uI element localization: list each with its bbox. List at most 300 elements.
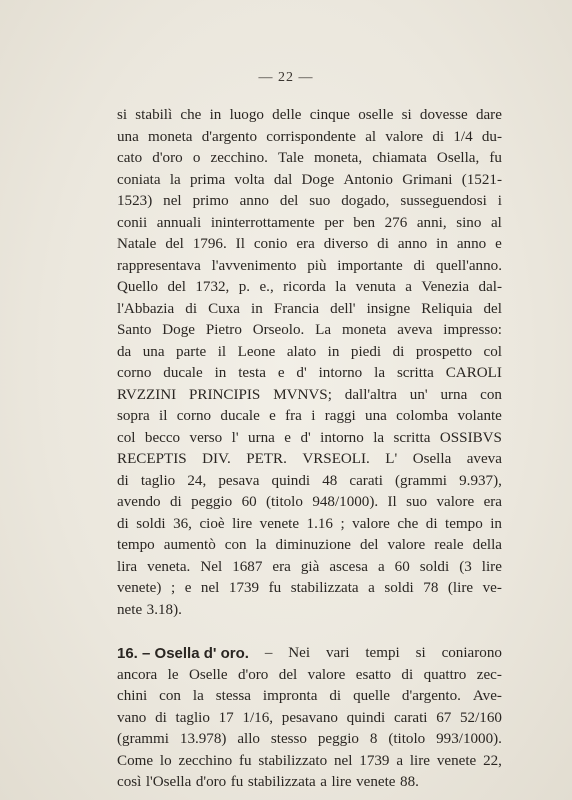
word: un': [409, 386, 428, 403]
word: più: [307, 257, 327, 274]
word: del: [279, 193, 299, 209]
word: Grimani: [402, 171, 453, 188]
word: i: [311, 408, 316, 424]
word: per: [324, 214, 344, 231]
word: e: [277, 365, 285, 381]
word: nete: [117, 601, 143, 618]
word: che: [397, 515, 419, 532]
text-line: [117, 772, 502, 794]
word: e: [184, 580, 192, 596]
word: che: [180, 107, 202, 123]
word: Francia: [273, 300, 320, 317]
word: le: [167, 666, 179, 683]
text-line: [117, 105, 502, 127]
word: da: [117, 343, 132, 360]
word: Quello: [117, 279, 159, 295]
text-line: [117, 449, 502, 471]
word: dare: [475, 107, 502, 123]
word: di: [392, 343, 405, 360]
word: ascesa: [329, 558, 368, 575]
word: ricorda: [283, 279, 326, 295]
word: era: [272, 558, 291, 575]
word: di: [401, 666, 414, 683]
word: corno: [117, 365, 152, 381]
word: cinque: [309, 107, 350, 123]
word: (lire: [447, 580, 474, 596]
word: ducale: [220, 408, 260, 424]
word: peggio: [317, 731, 359, 747]
word: lire: [481, 558, 502, 575]
word: alato: [286, 343, 317, 360]
word: d'oro: [152, 150, 183, 166]
word: (grammi: [395, 472, 448, 489]
word: Osella,: [436, 150, 480, 166]
word: intorno: [318, 365, 363, 381]
text-line: [117, 600, 502, 622]
word: Doge: [162, 322, 195, 338]
word: e: [269, 408, 276, 424]
word: delle: [272, 107, 302, 123]
word: sino: [456, 214, 482, 231]
text-line: [117, 320, 502, 342]
text-line: [117, 708, 502, 730]
word: di: [117, 472, 129, 489]
word: di: [155, 709, 167, 726]
word: Pietro: [205, 322, 242, 338]
word: di: [425, 515, 438, 532]
word: 948/1000).: [312, 494, 379, 510]
word: 1.16: [306, 515, 333, 532]
word: 36,: [173, 515, 192, 532]
word: Nei: [288, 645, 311, 661]
word: al: [365, 128, 377, 145]
word: l'Osella: [145, 774, 192, 790]
word: la: [374, 365, 386, 381]
word: e.,: [259, 279, 274, 295]
word: dovesse: [419, 107, 468, 123]
word: dogado,: [341, 193, 390, 209]
word: carati: [349, 472, 383, 489]
word: lire: [409, 752, 430, 769]
word: intorno: [320, 429, 364, 446]
word: ducale: [163, 365, 203, 381]
word: Doge: [301, 171, 335, 188]
word: pesava: [218, 472, 260, 489]
word: di: [377, 236, 389, 252]
text-line: [117, 751, 502, 773]
word: la: [335, 279, 347, 295]
word: (1521-: [461, 171, 502, 188]
word: 88.: [400, 774, 419, 790]
word: prima: [189, 171, 226, 188]
word: 52/160: [460, 709, 502, 726]
word: diverso: [323, 236, 369, 252]
word: zec-: [476, 666, 502, 683]
word: Santo: [117, 322, 152, 338]
word: 17: [218, 709, 234, 726]
text-line: [117, 213, 502, 235]
text-line: [117, 471, 502, 493]
word: 9.937),: [459, 472, 502, 489]
word: du-: [481, 128, 502, 145]
paragraph-gap: [117, 621, 502, 643]
word: Osella: [412, 451, 452, 467]
word: tempi: [365, 645, 400, 661]
word: Il: [387, 494, 397, 510]
word: e: [284, 429, 291, 446]
section-heading: 16. – Osella d' oro.: [117, 645, 249, 662]
text-line: [117, 643, 502, 665]
word: 1/16,: [242, 709, 274, 726]
word: 24,: [187, 472, 207, 489]
word: CAROLI: [445, 365, 502, 381]
word: becco: [144, 429, 181, 446]
word: venete: [259, 515, 300, 532]
word: diminuzione: [275, 537, 352, 553]
word: quattro: [423, 666, 467, 683]
word: Reliquia: [421, 300, 473, 317]
word: oselle: [358, 107, 394, 123]
word: 60: [241, 494, 257, 510]
word: la: [255, 537, 267, 553]
word: l'Abbazia: [117, 300, 175, 317]
word: anni,: [416, 214, 447, 231]
word: una: [365, 408, 387, 424]
word: in: [209, 107, 222, 123]
word: a: [396, 752, 404, 769]
word: lo: [159, 752, 172, 769]
paragraph-oselle-argento: [117, 105, 502, 621]
text-line: [117, 256, 502, 278]
word: pesavano: [281, 709, 338, 726]
word: 1739: [359, 752, 390, 769]
text-line: [117, 191, 502, 213]
word: cioè: [199, 515, 225, 532]
word: susseguendosi: [400, 193, 487, 209]
word: zecchino: [178, 752, 233, 769]
word: anno: [397, 236, 428, 252]
body-text: [117, 105, 502, 794]
text-line: [117, 148, 502, 170]
word: lire: [331, 774, 352, 790]
word: fra: [285, 408, 302, 424]
text-line: [117, 277, 502, 299]
word: chini: [117, 688, 148, 704]
word: a: [405, 279, 412, 295]
word: quindi: [346, 709, 386, 726]
word: fu: [268, 580, 282, 596]
word: (3: [459, 558, 472, 575]
word: impronta: [262, 688, 318, 704]
word: (titolo: [388, 731, 426, 747]
word: –: [264, 645, 273, 661]
word: 276: [384, 214, 408, 231]
text-line: [117, 127, 502, 149]
word: in: [327, 343, 340, 360]
word: la: [192, 688, 204, 704]
word: fu: [230, 774, 244, 790]
word: si: [117, 107, 128, 123]
word: lire: [232, 515, 253, 532]
word: d'argento.: [401, 688, 461, 704]
word: 78: [423, 580, 439, 596]
word: soldi: [384, 580, 414, 596]
word: la: [373, 429, 385, 446]
text-line: [117, 665, 502, 687]
word: di: [117, 515, 129, 532]
word: reale: [434, 537, 464, 553]
word: venete: [356, 774, 396, 790]
word: urna: [248, 429, 275, 446]
word: a: [320, 774, 327, 790]
word: volante: [457, 408, 502, 424]
text-line: [117, 557, 502, 579]
word: Nel: [200, 558, 223, 575]
word: lira: [117, 558, 138, 575]
word: Orseolo.: [252, 322, 305, 338]
word: stabilizzata: [290, 580, 359, 596]
word: stabilizzato: [258, 752, 328, 769]
word: Ave-: [472, 688, 502, 704]
word: VRSEOLI.: [302, 451, 370, 467]
word: a: [377, 558, 385, 575]
word: prospetto: [415, 343, 473, 360]
word: rappresentava: [117, 257, 201, 274]
word: 67: [436, 709, 452, 726]
word: zecchino.: [210, 150, 268, 166]
word: di: [329, 688, 342, 704]
word: La: [315, 322, 332, 338]
word: fu: [238, 752, 252, 769]
word: Venezia: [421, 279, 470, 295]
word: moneta,: [313, 150, 363, 166]
text-line: [117, 406, 502, 428]
word: in: [251, 300, 263, 317]
word: veneta.: [147, 558, 191, 575]
word: Oselle: [188, 666, 228, 683]
word: sopra: [117, 408, 150, 424]
word: venuta: [355, 279, 396, 295]
word: Antonio: [343, 171, 393, 188]
word: in: [436, 236, 448, 252]
word: 1687: [232, 558, 263, 575]
word: valore: [387, 537, 426, 553]
word: L': [385, 451, 398, 467]
word: volta: [234, 171, 265, 188]
word: nel: [333, 752, 353, 769]
word: a: [368, 580, 375, 596]
word: stabilì: [135, 107, 173, 123]
word: 1732,: [195, 279, 230, 295]
word: 1796.: [192, 236, 227, 252]
word: aveva: [466, 451, 502, 467]
word: importante: [337, 257, 403, 274]
word: primo: [192, 193, 229, 209]
word: il: [217, 343, 227, 360]
text-line: [117, 686, 502, 708]
word: vano: [117, 709, 147, 726]
word: impresso:: [443, 322, 502, 338]
word: Il: [235, 236, 245, 252]
word: scritta: [396, 365, 434, 381]
word: raggi: [324, 408, 356, 424]
word: moneta: [148, 128, 193, 145]
word: una: [117, 128, 139, 145]
word: in: [490, 515, 502, 532]
word: tempo: [117, 537, 155, 553]
word: valore: [436, 494, 475, 510]
word: così: [117, 774, 142, 790]
word: di: [432, 128, 445, 145]
word: aumentò: [163, 537, 216, 553]
word: fu: [489, 150, 502, 166]
word: del: [167, 279, 186, 295]
word: ;: [340, 515, 345, 532]
word: 8: [369, 731, 378, 747]
word: RECEPTIS: [117, 451, 187, 467]
word: nel: [200, 580, 220, 596]
word: era: [483, 494, 502, 510]
word: carati: [393, 709, 428, 726]
word: dal-: [478, 279, 502, 295]
word: PETR.: [246, 451, 287, 467]
word: urna: [440, 386, 468, 403]
word: dal: [273, 171, 293, 188]
word: esatto: [355, 666, 391, 683]
word: Leone: [237, 343, 276, 360]
word: 48: [322, 472, 338, 489]
text-line: [117, 514, 502, 536]
word: al: [490, 214, 502, 231]
word: stesso: [270, 731, 307, 747]
text-line: [117, 170, 502, 192]
text-line: [117, 492, 502, 514]
word: si: [401, 107, 412, 123]
word: di: [169, 494, 182, 510]
word: 3.18).: [146, 601, 182, 618]
word: valore: [352, 515, 390, 532]
word: del: [483, 300, 502, 317]
word: ancora: [117, 666, 158, 683]
word: nel: [163, 193, 182, 209]
text-line: [117, 234, 502, 256]
word: corrispondente: [266, 128, 356, 145]
word: coniata: [117, 171, 161, 188]
word: di: [413, 257, 426, 274]
word: dell': [330, 300, 356, 317]
word: Come: [117, 752, 154, 769]
word: 13.978): [179, 731, 227, 747]
word: coniarono: [441, 645, 502, 661]
word: d'argento: [201, 128, 257, 145]
word: quelle: [353, 688, 390, 704]
word: conio: [253, 236, 288, 252]
word: l': [231, 429, 239, 446]
word: (grammi: [117, 731, 169, 747]
word: 60: [394, 558, 410, 575]
word: anno: [239, 193, 269, 209]
word: luogo: [229, 107, 264, 123]
word: PRINCIPIS: [189, 386, 261, 403]
word: già: [300, 558, 320, 575]
section-16-osella-oro: [117, 643, 502, 794]
word: i: [497, 193, 502, 209]
word: d': [296, 365, 307, 381]
word: d'oro: [237, 666, 269, 683]
word: RVZZINI: [117, 386, 177, 403]
word: la: [169, 171, 181, 188]
word: con: [224, 537, 247, 553]
word: 1523): [117, 193, 153, 209]
word: quell'anno.: [435, 257, 502, 274]
word: corno: [176, 408, 212, 424]
word: cato: [117, 150, 143, 166]
word: ve-: [482, 580, 502, 596]
word: o: [192, 150, 201, 166]
word: 1/4: [453, 128, 473, 145]
word: del: [278, 666, 298, 683]
word: allo: [237, 731, 260, 747]
word: con: [480, 386, 502, 403]
word: ;: [170, 580, 176, 596]
word: del: [165, 236, 184, 252]
word: col: [117, 429, 136, 446]
word: venete: [436, 752, 477, 769]
word: soldi: [136, 515, 166, 532]
word: vari: [325, 645, 350, 661]
word: 1739: [228, 580, 260, 596]
word: Cuxa: [208, 300, 240, 317]
word: col: [483, 343, 502, 360]
word: MVNVS;: [273, 386, 332, 403]
text-line: [117, 385, 502, 407]
page-number: — 22 —: [258, 70, 314, 85]
text-line: [117, 578, 502, 600]
word: venete): [117, 580, 162, 596]
word: quindi: [271, 472, 311, 489]
word: moneta: [341, 322, 387, 338]
word: colomba: [396, 408, 449, 424]
word: valore: [307, 666, 346, 683]
word: (titolo: [266, 494, 303, 510]
word: con: [159, 688, 181, 704]
word: p.: [238, 279, 251, 295]
text-line: [117, 363, 502, 385]
word: stabilizzata: [247, 774, 316, 790]
word: suo: [406, 494, 428, 510]
word: verso: [189, 429, 223, 446]
word: Tale: [278, 150, 304, 166]
word: valore: [385, 128, 424, 145]
text-line: [117, 535, 502, 557]
word: di: [185, 300, 198, 317]
word: tempo: [445, 515, 483, 532]
word: avendo: [117, 494, 161, 510]
word: chiamata: [372, 150, 427, 166]
word: del: [360, 537, 379, 553]
word: OSSIBVS: [439, 429, 502, 446]
word: testa: [238, 365, 266, 381]
text-line: [117, 729, 502, 751]
word: si: [415, 645, 426, 661]
word: taglio: [140, 472, 176, 489]
word: d'oro: [195, 774, 227, 790]
word: suo: [309, 193, 331, 209]
word: annuali: [156, 214, 202, 231]
word: della: [472, 537, 502, 553]
word: l'avvenimento: [211, 257, 297, 274]
word: taglio: [175, 709, 210, 726]
